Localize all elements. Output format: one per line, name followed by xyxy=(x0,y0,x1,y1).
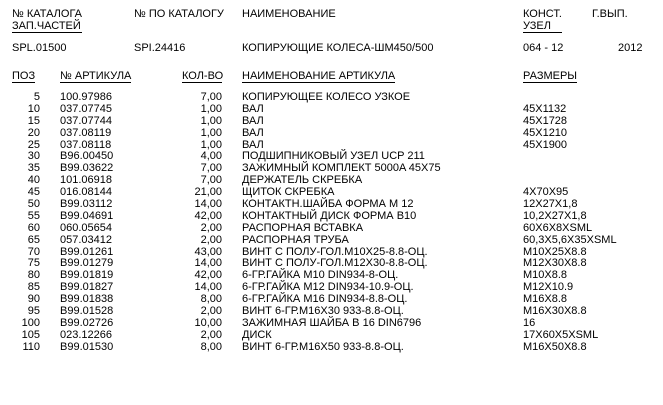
table-row xyxy=(0,91,663,103)
row-article: B99.01838 xyxy=(60,293,114,306)
row-article: B99.03622 xyxy=(60,162,114,175)
row-qty: 2,00 xyxy=(200,328,222,341)
year-value: 2012 xyxy=(618,42,643,54)
row-article: 060.05654 xyxy=(60,221,112,234)
row-size: M12X10.9 xyxy=(523,281,574,294)
table-row xyxy=(0,174,663,186)
row-size: 4X70X95 xyxy=(523,186,569,199)
row-qty: 2,00 xyxy=(200,221,222,234)
row-poz: 105 xyxy=(21,328,40,341)
row-qty: 42,00 xyxy=(194,269,222,282)
row-article: 100.97986 xyxy=(60,91,112,103)
row-article: B99.01528 xyxy=(60,305,114,318)
row-qty: 21,00 xyxy=(194,186,222,199)
row-poz: 30 xyxy=(27,150,40,163)
row-name: КОНТАКТН.ШАЙБА ФОРМА М 12 xyxy=(242,198,414,211)
table-row xyxy=(0,317,663,329)
row-qty: 7,00 xyxy=(200,174,222,187)
row-size: M16X30X8.8 xyxy=(523,305,587,318)
row-poz: 45 xyxy=(27,186,40,199)
catalog-no-label-line2: ЗАП.ЧАСТЕЙ xyxy=(12,20,81,32)
row-poz: 40 xyxy=(27,174,40,187)
col-header-qty: КОЛ-ВО xyxy=(182,70,224,82)
table-row xyxy=(0,269,663,281)
row-name: ЩИТОК СКРЕБКА xyxy=(242,186,335,199)
row-poz: 85 xyxy=(27,281,40,294)
table-row xyxy=(0,234,663,246)
col-header-poz: ПОЗ xyxy=(12,70,36,82)
row-poz: 75 xyxy=(27,257,40,270)
row-article: 057.03412 xyxy=(60,233,112,246)
name-value: КОПИРУЮЩИЕ КОЛЕСА-ШМ450/500 xyxy=(242,42,434,54)
table-row xyxy=(0,150,663,162)
row-poz: 55 xyxy=(27,209,40,222)
row-article: B99.01827 xyxy=(60,281,114,294)
row-size: 60X6X8XSML xyxy=(523,221,593,234)
row-size: 16 xyxy=(523,316,536,329)
row-article: 101.06918 xyxy=(60,174,112,187)
row-poz: 70 xyxy=(27,245,40,258)
row-qty: 7,00 xyxy=(200,162,222,175)
row-article: 037.08118 xyxy=(60,138,112,151)
row-name: ДИСК xyxy=(242,328,272,341)
row-name: ВИНТ 6-ГР.M16X50 933-8.8-ОЦ. xyxy=(242,340,404,353)
table-row xyxy=(0,222,663,234)
table-row xyxy=(0,305,663,317)
row-poz: 90 xyxy=(27,293,40,306)
row-qty: 4,00 xyxy=(200,150,222,163)
row-poz: 15 xyxy=(27,114,40,127)
catalog-no-label xyxy=(12,8,82,33)
row-name: КОПИРУЮЩЕЕ КОЛЕСО УЗКОЕ xyxy=(242,91,411,103)
row-poz: 95 xyxy=(27,305,40,318)
row-qty: 2,00 xyxy=(200,233,222,246)
row-poz: 100 xyxy=(21,316,40,329)
row-poz: 10 xyxy=(27,102,40,115)
row-size: 45X1728 xyxy=(523,114,568,127)
row-name: 6-ГР.ГАЙКА M10 DIN934-8-ОЦ. xyxy=(242,269,399,282)
row-poz: 20 xyxy=(27,126,40,139)
row-qty: 1,00 xyxy=(200,126,222,139)
row-size: M12X30X8.8 xyxy=(523,257,587,270)
parts-table xyxy=(0,91,663,353)
row-poz: 80 xyxy=(27,269,40,282)
row-article: 023.12266 xyxy=(60,328,112,341)
row-article: B99.01261 xyxy=(60,245,114,258)
row-article: B99.04691 xyxy=(60,209,114,222)
row-size: 45X1132 xyxy=(523,102,567,115)
col-header-size: РАЗМЕРЫ xyxy=(523,70,578,82)
table-row xyxy=(0,281,663,293)
row-size: 45X1900 xyxy=(523,138,568,151)
unit-label xyxy=(523,8,562,33)
catalog-ref-label: № ПО КАТАЛОГУ xyxy=(134,8,224,20)
row-qty: 14,00 xyxy=(194,281,222,294)
row-name: ВИНТ С ПОЛУ-ГОЛ.М10X25-8.8-ОЦ. xyxy=(242,245,428,258)
unit-label-line1: КОНСТ. xyxy=(523,8,562,20)
catalog-no-value: SPL.01500 xyxy=(12,42,67,54)
table-row xyxy=(0,210,663,222)
row-size: 45X1210 xyxy=(523,126,568,139)
row-name: ВАЛ xyxy=(242,138,264,151)
row-poz: 50 xyxy=(27,198,40,211)
row-article: B99.01819 xyxy=(60,269,114,282)
row-name: ВАЛ xyxy=(242,126,264,139)
unit-value: 064 - 12 xyxy=(523,42,564,54)
row-name: 6-ГР.ГАЙКА M16 DIN934-8.8-ОЦ. xyxy=(242,293,408,306)
row-size: 17X60X5XSML xyxy=(523,328,599,341)
row-article: 016.08144 xyxy=(60,186,112,199)
row-qty: 7,00 xyxy=(200,91,222,103)
table-row xyxy=(0,162,663,174)
row-size: M16X8.8 xyxy=(523,293,568,306)
row-name: ВИНТ С ПОЛУ-ГОЛ.М12X30-8.8-ОЦ. xyxy=(242,257,428,270)
row-article: B99.01279 xyxy=(60,257,114,270)
year-label: Г.ВЫП. xyxy=(592,8,628,20)
row-name: РАСПОРНАЯ ТРУБА xyxy=(242,233,349,246)
row-name: ВИНТ 6-ГР.M16X30 933-8.8-ОЦ. xyxy=(242,305,404,318)
table-row xyxy=(0,103,663,115)
table-row xyxy=(0,115,663,127)
table-row xyxy=(0,293,663,305)
row-article: 037.08119 xyxy=(60,126,112,139)
row-poz: 35 xyxy=(27,162,40,175)
row-article: 037.07744 xyxy=(60,114,112,127)
col-header-article: № АРТИКУЛА xyxy=(60,70,132,82)
row-qty: 1,00 xyxy=(200,114,222,127)
row-name: ПОДШИПНИКОВЫЙ УЗЕЛ UCP 211 xyxy=(242,150,425,163)
row-article: B99.01530 xyxy=(60,340,114,353)
table-row xyxy=(0,329,663,341)
row-qty: 8,00 xyxy=(200,293,222,306)
name-label: НАИМЕНОВАНИЕ xyxy=(242,8,336,20)
row-name: ЗАЖИМНАЯ ШАЙБА В 16 DIN6796 xyxy=(242,316,422,329)
row-qty: 2,00 xyxy=(200,305,222,318)
row-poz: 65 xyxy=(27,233,40,246)
table-row xyxy=(0,186,663,198)
table-row xyxy=(0,246,663,258)
table-row xyxy=(0,127,663,139)
table-row xyxy=(0,257,663,269)
row-size: 12X27X1,8 xyxy=(523,198,578,211)
row-poz: 5 xyxy=(33,91,40,103)
row-name: ДЕРЖАТЕЛЬ СКРЕБКА xyxy=(242,174,363,187)
row-name: 6-ГР.ГАЙКА M12 DIN934-10.9-ОЦ. xyxy=(242,281,414,294)
catalog-no-label-line1: № КАТАЛОГА xyxy=(12,8,83,20)
row-size: 10,2X27X1,8 xyxy=(523,209,587,222)
table-row xyxy=(0,341,663,353)
row-name: РАСПОРНАЯ ВСТАВКА xyxy=(242,221,364,234)
row-name: ЗАЖИМНЫЙ КОМПЛЕКТ 5000A 45X75 xyxy=(242,162,441,175)
row-qty: 10,00 xyxy=(194,316,222,329)
row-qty: 14,00 xyxy=(194,198,222,211)
row-article: B99.02726 xyxy=(60,316,114,329)
unit-label-line2: УЗЕЛ xyxy=(523,20,562,33)
col-header-article-name: НАИМЕНОВАНИЕ АРТИКУЛА xyxy=(242,70,396,82)
row-poz: 110 xyxy=(22,340,40,353)
row-name: ВАЛ xyxy=(242,102,264,115)
row-qty: 8,00 xyxy=(200,340,222,353)
row-name: КОНТАКТНЫЙ ДИСК ФОРМА В10 xyxy=(242,209,417,222)
row-qty: 14,00 xyxy=(194,257,222,270)
row-name: ВАЛ xyxy=(242,114,264,127)
row-size: M10X25X8.8 xyxy=(523,245,587,258)
row-article: B99.03112 xyxy=(60,198,113,211)
row-poz: 25 xyxy=(27,138,40,151)
row-article: B96.00450 xyxy=(60,150,114,163)
row-qty: 1,00 xyxy=(200,138,222,151)
row-qty: 1,00 xyxy=(200,102,222,115)
table-row xyxy=(0,198,663,210)
row-qty: 42,00 xyxy=(194,209,222,222)
row-article: 037.07745 xyxy=(60,102,112,115)
row-size: M16X50X8.8 xyxy=(523,340,587,353)
row-poz: 60 xyxy=(27,221,40,234)
row-qty: 43,00 xyxy=(194,245,222,258)
row-size: 60,3X5,6X35XSML xyxy=(523,233,617,246)
row-size: M10X8.8 xyxy=(523,269,568,282)
catalog-ref-value: SPI.24416 xyxy=(134,42,186,54)
table-row xyxy=(0,139,663,151)
